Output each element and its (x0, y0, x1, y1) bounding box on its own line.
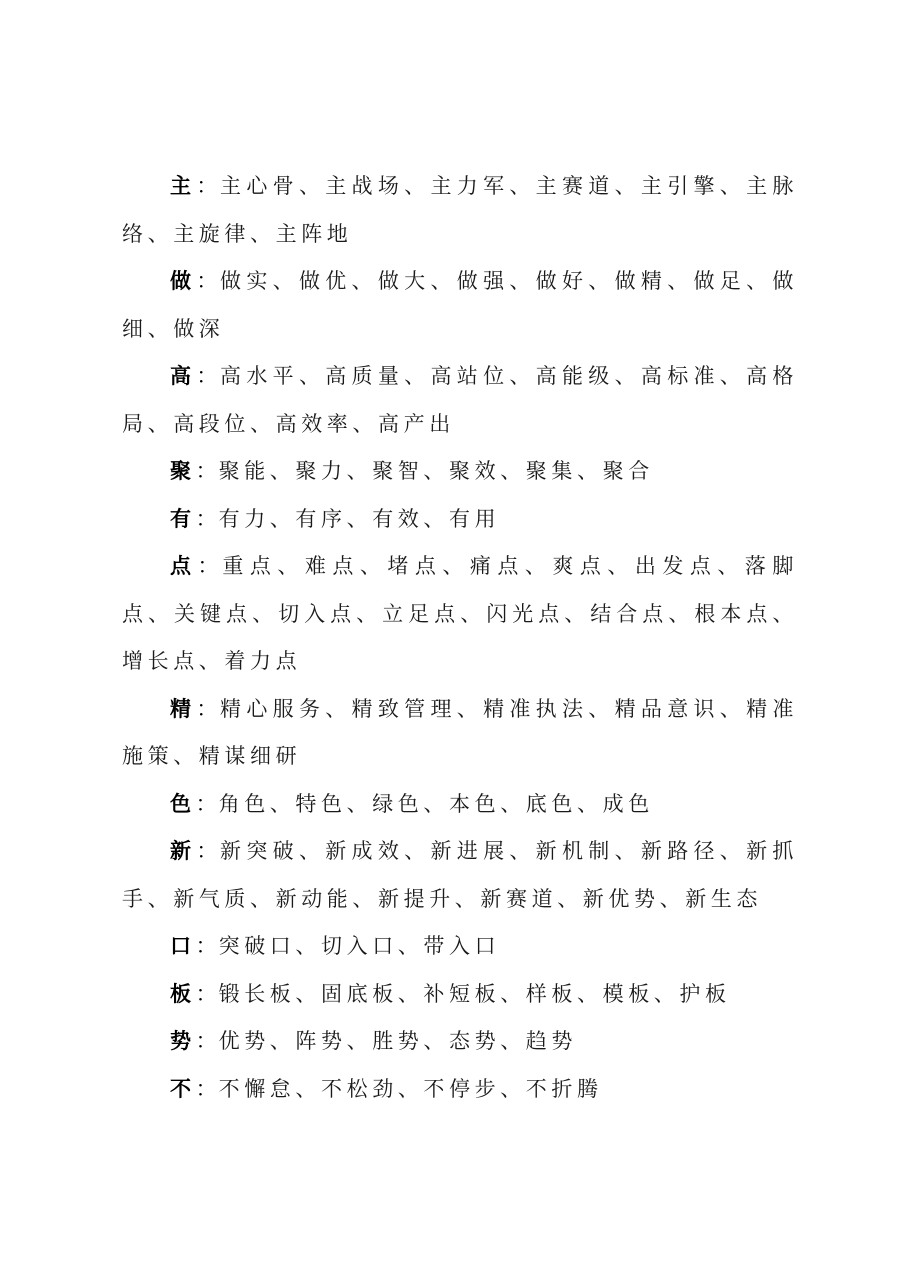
entry-colon: ： (196, 364, 221, 388)
keyword-entry-dian (122, 543, 798, 686)
entry-phrases: 锻长板、固底板、补短板、样板、模板、护板 (218, 981, 731, 1006)
entry-colon: ： (196, 696, 221, 721)
entry-keyword: 做 (170, 269, 197, 293)
entry-keyword: 主 (170, 174, 197, 198)
entry-keyword: 聚 (170, 459, 196, 483)
entry-keyword: 精 (170, 696, 197, 721)
entry-colon: ： (195, 981, 219, 1006)
entry-phrases: 新突破、新成效、新进展、新机制、新路径、新抓手、新气质、新动能、新提升、新赛道、新优势、新生态 (122, 839, 799, 911)
entry-phrases: 做实、做优、做大、做强、做好、做精、做足、做细、做深 (122, 269, 799, 341)
entry-phrases: 高水平、高质量、高站位、高能级、高标准、高格局、高段位、高效率、高产出 (122, 364, 799, 436)
entry-keyword: 色 (170, 791, 196, 816)
keyword-entry-xin (122, 828, 798, 923)
entry-colon: ： (196, 174, 221, 198)
entry-keyword: 不 (170, 1076, 196, 1101)
entry-keyword: 势 (170, 1029, 196, 1053)
entry-keyword: 新 (170, 839, 197, 863)
entry-colon: ： (195, 459, 219, 483)
entry-phrases: 主心骨、主战场、主力军、主赛道、主引擎、主脉络、主旋律、主阵地 (122, 174, 799, 246)
keyword-entry-kou (122, 923, 798, 971)
keyword-entry-ban (122, 971, 798, 1019)
entry-colon: ： (196, 269, 221, 293)
keyword-entry-zhu (122, 163, 798, 258)
entry-colon: ： (195, 1029, 219, 1053)
entry-phrases: 有力、有序、有效、有用 (218, 506, 501, 531)
entry-phrases: 突破口、切入口、带入口 (218, 934, 501, 958)
keyword-entry-gao (122, 353, 798, 448)
entry-phrases: 重点、难点、堵点、痛点、爽点、出发点、落脚点、关键点、切入点、立足点、闪光点、结合点、根本点、增长点、着力点 (122, 554, 798, 673)
keyword-entry-you (122, 496, 798, 544)
entry-colon: ： (195, 934, 219, 958)
keyword-entry-se (122, 781, 798, 829)
keyword-entry-zuo (122, 258, 798, 353)
entry-colon: ： (195, 506, 219, 531)
entry-colon: ： (195, 1076, 219, 1101)
keyword-entry-shi (122, 1018, 798, 1066)
entry-phrases: 不懈怠、不松劲、不停步、不折腾 (218, 1076, 603, 1101)
keyword-entry-ju (122, 448, 798, 496)
entry-keyword: 点 (170, 554, 198, 578)
keyword-entry-bu (122, 1066, 798, 1114)
entry-phrases: 角色、特色、绿色、本色、底色、成色 (218, 791, 654, 816)
keyword-entry-jing (122, 686, 798, 781)
entry-colon: ： (195, 791, 219, 816)
entry-keyword: 高 (170, 364, 197, 388)
entry-keyword: 有 (170, 506, 196, 531)
entry-phrases: 优势、阵势、胜势、态势、趋势 (218, 1029, 578, 1053)
keyword-list (122, 163, 798, 1113)
entry-keyword: 口 (170, 934, 196, 958)
entry-phrases: 精心服务、精致管理、精准执法、精品意识、精准施策、精谋细研 (122, 696, 799, 768)
entry-phrases: 聚能、聚力、聚智、聚效、聚集、聚合 (218, 459, 654, 483)
entry-keyword: 板 (170, 981, 196, 1006)
entry-colon: ： (196, 839, 221, 863)
entry-colon: ： (197, 554, 223, 578)
